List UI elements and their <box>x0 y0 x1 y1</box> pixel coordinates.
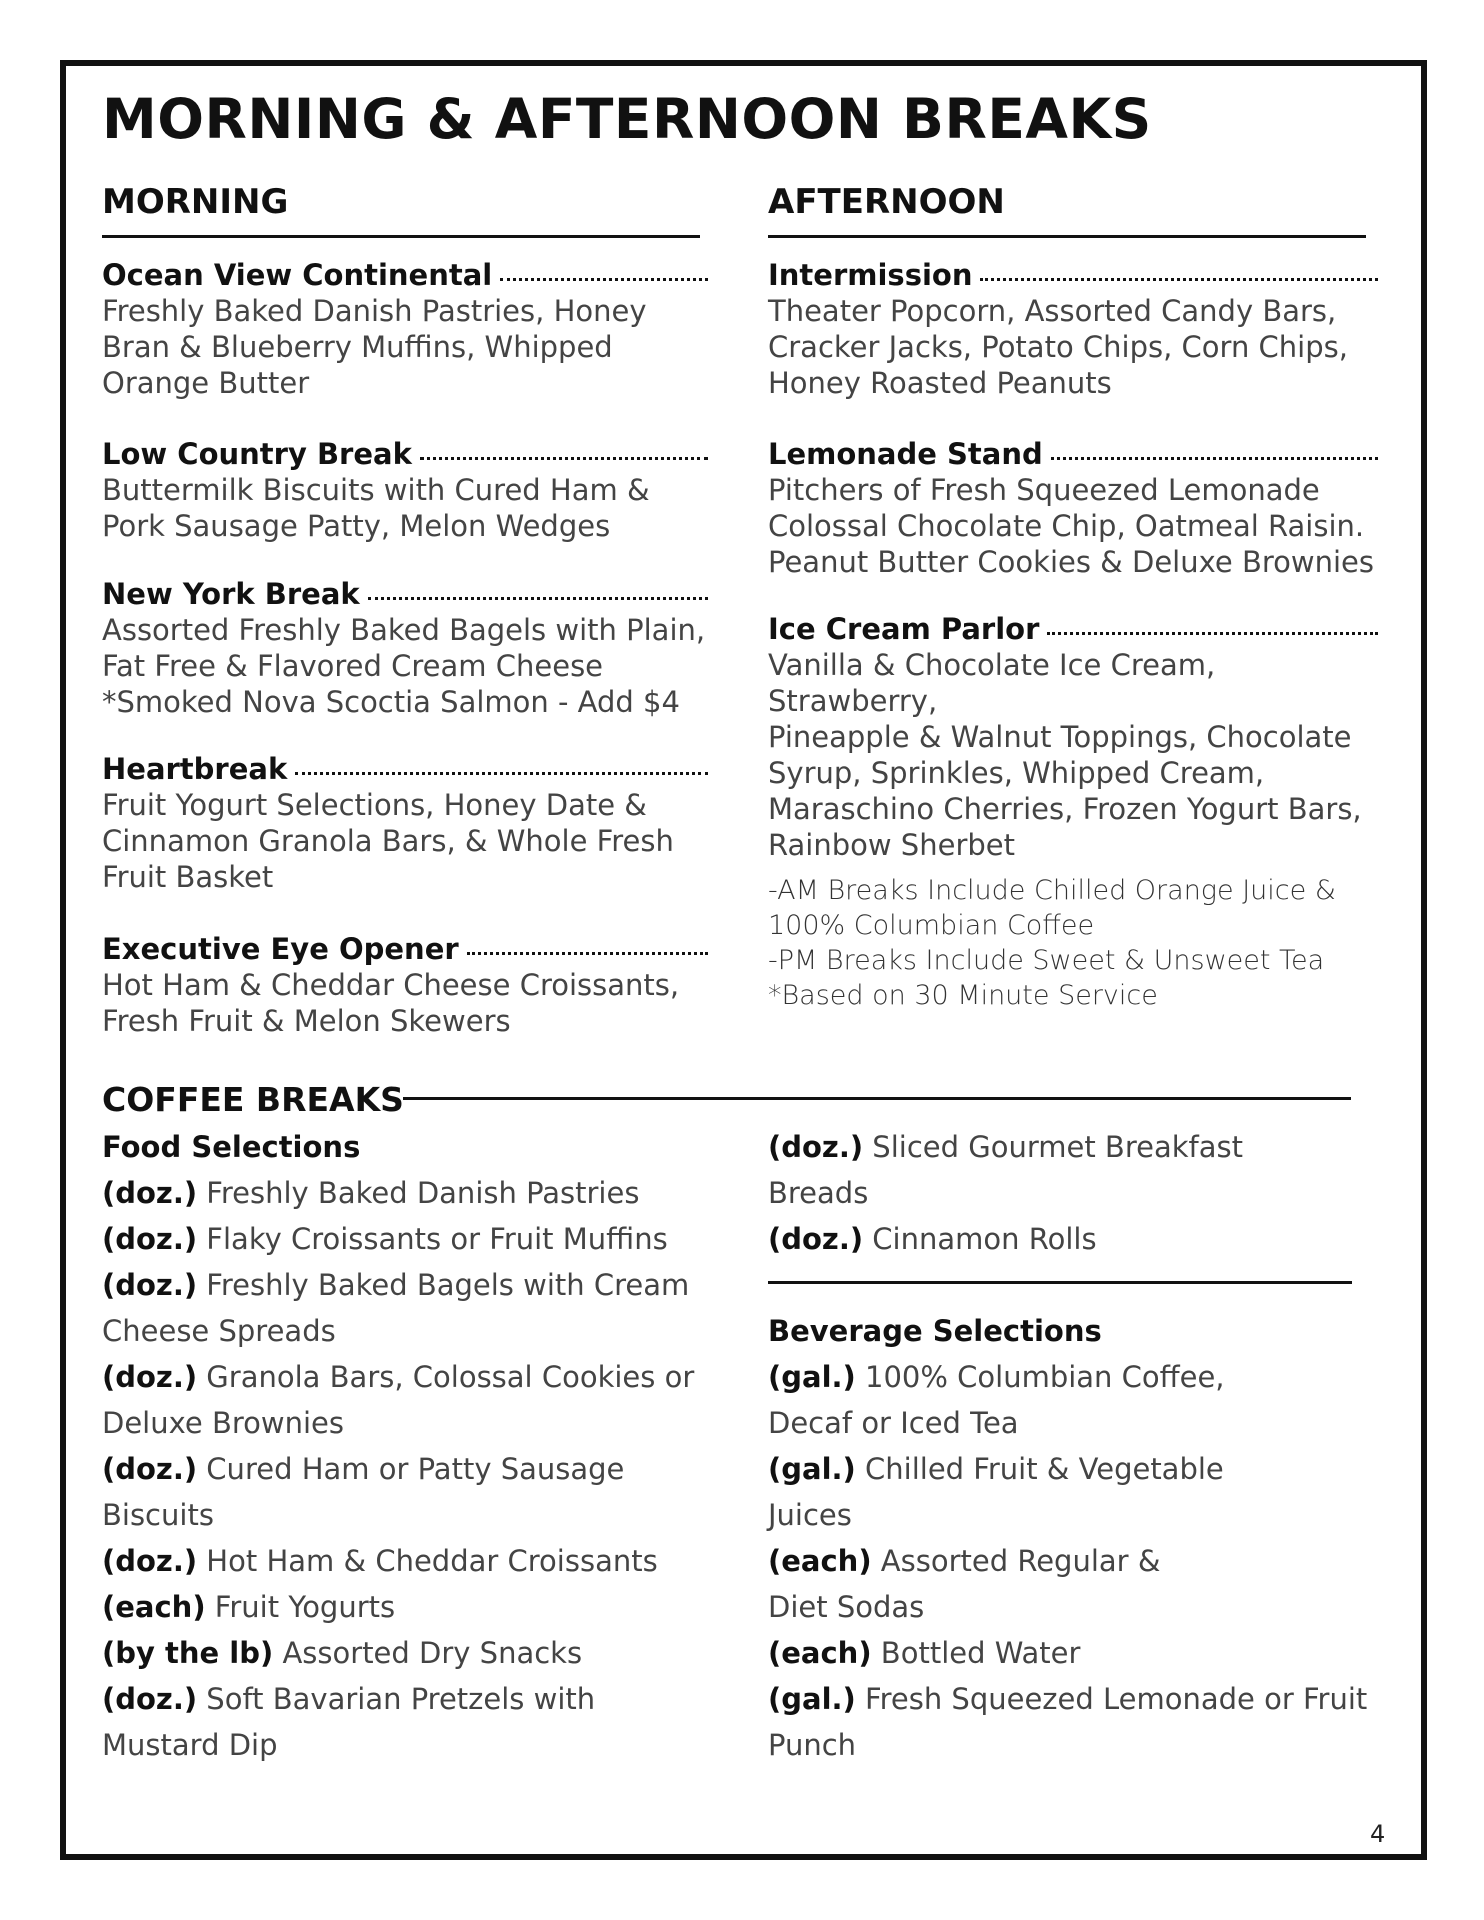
dot-leader <box>1047 632 1378 635</box>
item-description: Assorted Freshly Baked Bagels with Plain, Fat Free & Flavored Cream Cheese *Smoked Nova Scoctia Salmon - Add $4 <box>102 613 706 719</box>
list-item: (doz.) Freshly Baked Danish Pastries <box>102 1176 640 1210</box>
list-item: (doz.) Freshly Baked Bagels with Cream <box>102 1268 690 1302</box>
list-item: (each) Assorted Regular & <box>768 1544 1161 1578</box>
list-item: (gal.) 100% Columbian Coffee, <box>768 1360 1225 1394</box>
item-description: Freshly Baked Danish Pastries, Honey Bran & Blueberry Muffins, Whipped Orange Butter <box>102 294 647 400</box>
morning-item-low-country <box>102 436 708 544</box>
item-description: Hot Ham & Cheddar Cheese Croissants, Fresh Fruit & Melon Skewers <box>102 968 680 1038</box>
list-item: (each) Fruit Yogurts <box>102 1590 396 1624</box>
list-item: (by the lb) Assorted Dry Snacks <box>102 1636 583 1670</box>
item-name: Intermission <box>768 258 973 292</box>
item-name: Heartbreak <box>102 752 288 786</box>
list-item: (doz.) Soft Bavarian Pretzels with <box>102 1682 596 1716</box>
food-selections-heading: Food Selections <box>102 1130 361 1164</box>
morning-item-ocean-view <box>102 257 708 401</box>
list-item: (each) Bottled Water <box>768 1636 1081 1670</box>
item-name: Low Country Break <box>102 437 412 471</box>
afternoon-heading-rule <box>768 235 1366 238</box>
list-item: (doz.) Granola Bars, Colossal Cookies or <box>102 1360 695 1394</box>
morning-item-heartbreak <box>102 751 708 895</box>
morning-item-new-york <box>102 576 708 720</box>
dot-leader <box>420 457 708 460</box>
list-item: Decaf or Iced Tea <box>768 1406 1019 1440</box>
list-item: Punch <box>768 1728 857 1762</box>
coffee-breaks-title: COFFEE BREAKS <box>102 1080 404 1119</box>
list-item: (doz.) Hot Ham & Cheddar Croissants <box>102 1544 658 1578</box>
list-item: Biscuits <box>102 1498 214 1532</box>
item-name: Lemonade Stand <box>768 437 1043 471</box>
page-number: 4 <box>1370 1820 1386 1848</box>
item-name: Ocean View Continental <box>102 258 493 292</box>
list-item: (doz.) Cinnamon Rolls <box>768 1222 1097 1256</box>
page-title: MORNING & AFTERNOON BREAKS <box>102 87 1152 151</box>
item-description: Theater Popcorn, Assorted Candy Bars, Cracker Jacks, Potato Chips, Corn Chips, Honey Roasted Peanuts <box>768 294 1348 400</box>
list-item: Cheese Spreads <box>102 1314 336 1348</box>
dot-leader <box>368 597 708 600</box>
beverage-selections <box>768 1308 1388 1768</box>
item-description: Pitchers of Fresh Squeezed Lemonade Colossal Chocolate Chip, Oatmeal Raisin. Peanut Butter Cookies & Deluxe Brownies <box>768 473 1374 579</box>
item-description: Fruit Yogurt Selections, Honey Date & Cinnamon Granola Bars, & Whole Fresh Fruit Basket <box>102 788 674 894</box>
food-selections <box>102 1124 722 1768</box>
morning-item-executive <box>102 931 708 1039</box>
list-item: (gal.) Chilled Fruit & Vegetable <box>768 1452 1224 1486</box>
coffee-breaks-rule <box>403 1097 1351 1100</box>
item-description: Vanilla & Chocolate Ice Cream, Strawberry, Pineapple & Walnut Toppings, Chocolate Syrup, Sprinkles, Whipped Cream, Maraschino Cherries, Frozen Yogurt Bars, Rainbow Sherbet <box>768 648 1362 862</box>
dot-leader <box>500 278 708 281</box>
dot-leader <box>1051 457 1378 460</box>
list-item: Deluxe Brownies <box>102 1406 344 1440</box>
dot-leader <box>980 278 1378 281</box>
list-item: (gal.) Fresh Squeezed Lemonade or Fruit <box>768 1682 1368 1716</box>
dot-leader <box>467 952 708 955</box>
list-item: (doz.) Cured Ham or Patty Sausage <box>102 1452 625 1486</box>
dot-leader <box>295 772 708 775</box>
beverage-divider <box>768 1281 1352 1284</box>
food-selections-continued <box>768 1124 1388 1262</box>
list-item: (doz.) Sliced Gourmet Breakfast <box>768 1130 1243 1164</box>
beverage-selections-heading: Beverage Selections <box>768 1314 1102 1348</box>
item-name: New York Break <box>102 577 360 611</box>
afternoon-item-ice-cream <box>768 611 1378 863</box>
service-notes: -AM Breaks Include Chilled Orange Juice & 100% Columbian Coffee -PM Breaks Include Sweet & Unsweet Tea *Based on 30 Minute Service <box>768 875 1336 1011</box>
afternoon-item-intermission <box>768 257 1378 401</box>
list-item: (doz.) Flaky Croissants or Fruit Muffins <box>102 1222 668 1256</box>
list-item: Mustard Dip <box>102 1728 278 1762</box>
morning-heading-rule <box>102 235 700 238</box>
list-item: Juices <box>768 1498 852 1532</box>
list-item: Breads <box>768 1176 869 1210</box>
item-name: Executive Eye Opener <box>102 932 459 966</box>
item-description: Buttermilk Biscuits with Cured Ham & Pork Sausage Patty, Melon Wedges <box>102 473 650 543</box>
afternoon-item-lemonade <box>768 436 1378 580</box>
item-name: Ice Cream Parlor <box>768 612 1040 646</box>
afternoon-heading: AFTERNOON <box>768 182 1005 222</box>
morning-heading: MORNING <box>102 182 289 222</box>
list-item: Diet Sodas <box>768 1590 925 1624</box>
